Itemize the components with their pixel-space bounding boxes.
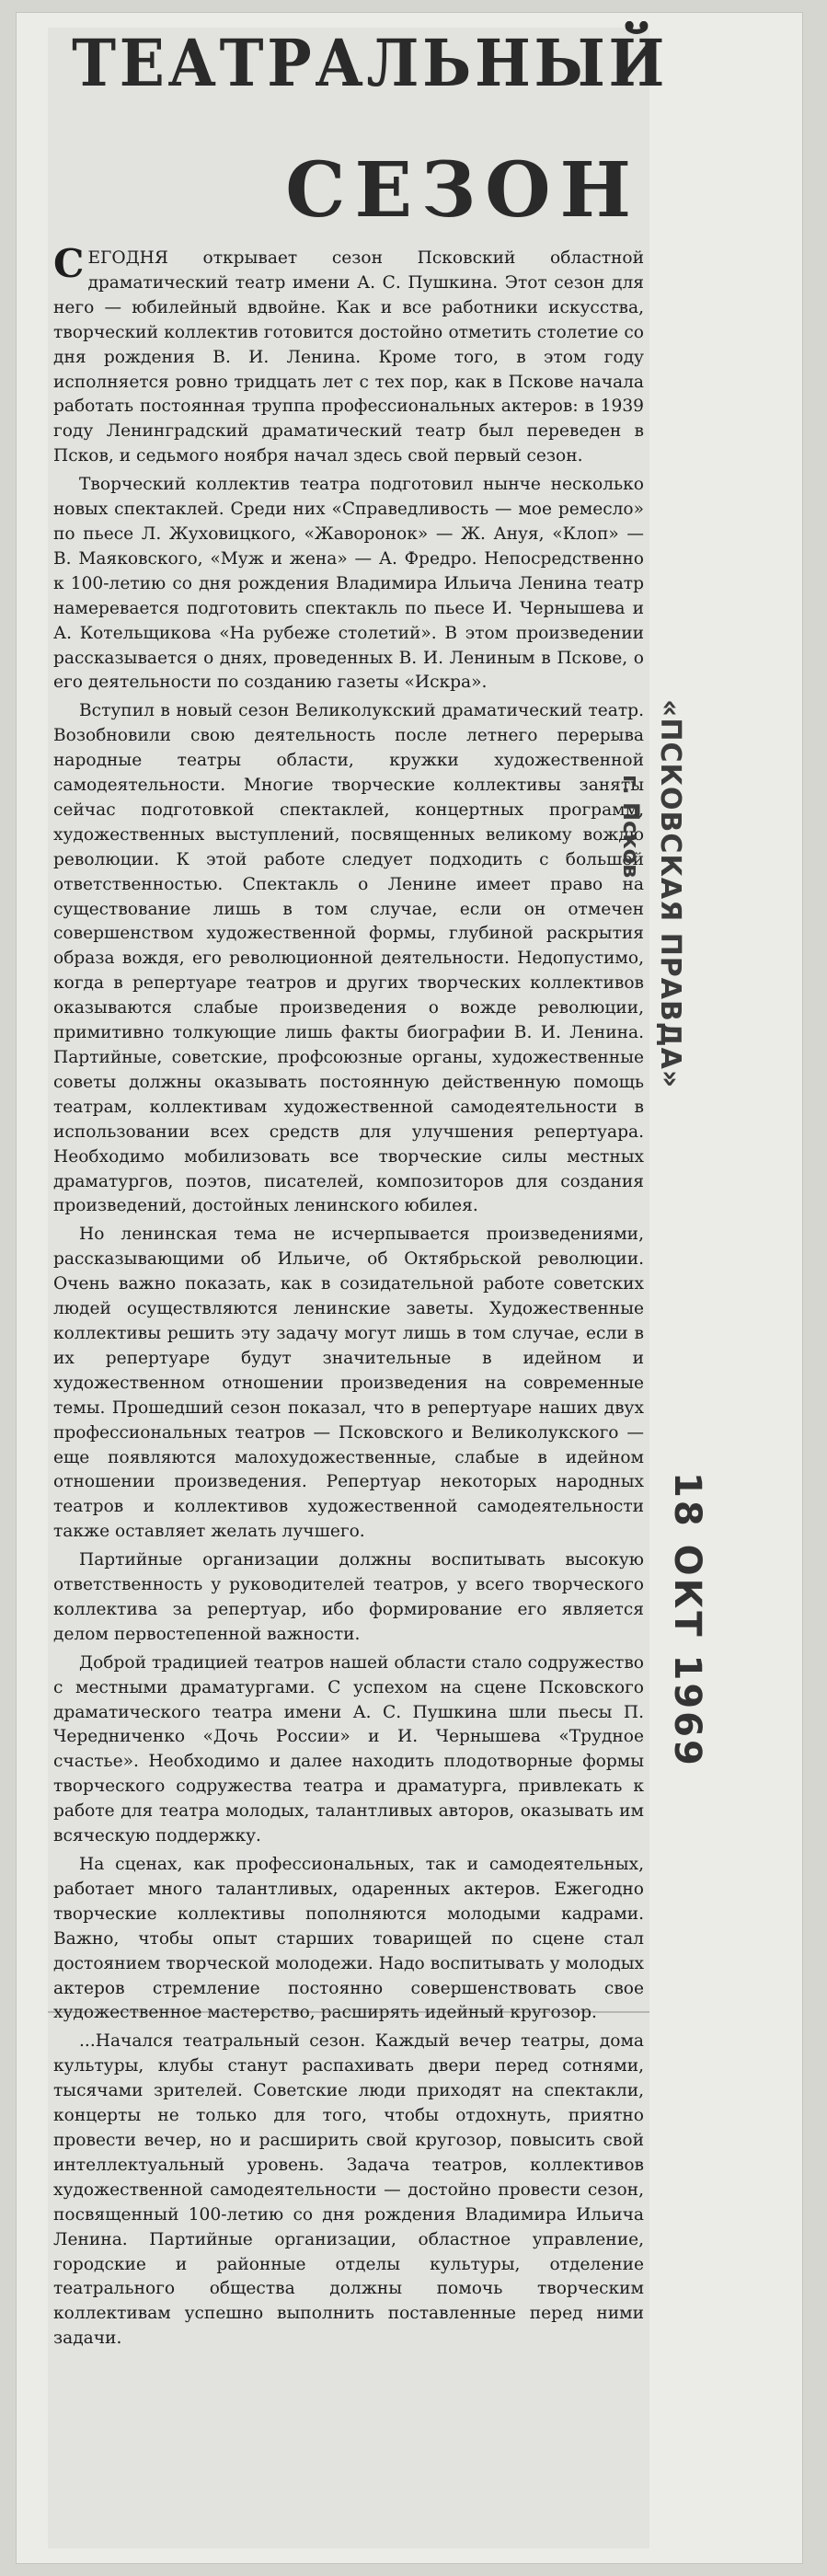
article-paragraph: СЕГОДНЯ открывает сезон Псковский областной драматический театр имени А. С. Пушкина. Этот сезон для него — юбилейный вдвойне. Как и все работники искусства, творческий коллектив готовится достойно отметить столетие со дня рождения В. И. Ленина. Кроме того, в этом году исполняется ровно тридцать лет с тех пор, как в Пскове начала работать постоянная труппа профессиональных актеров: в 1939 году Ленинградский драматический театр был переведен в Псков, и седьмого ноября начал здесь свой первый сезон.	[53, 241, 644, 466]
headline-line-2: СЕЗОН	[285, 146, 640, 235]
article-paragraph: Но ленинская тема не исчерпывается произведениями, рассказывающими об Ильиче, об Октябрьской революции. Очень важно показать, как в созидательной работе советских людей осуществляются ленинские заветы. Художественные коллективы решить эту задачу могут лишь в том случае, если в их репертуаре будут значительные в идейном и художественном отношении произведения на современные темы. Прошедший сезон показал, что в репертуаре наших двух профессиональных театров — Псковского и Великолукского — еще появляются малохудожественные, слабые в идейном отношении произведения. Репертуар некоторых народных театров и коллективов художественной самодеятельности также оставляет желать лучшего.	[53, 1225, 644, 1542]
article-body	[53, 241, 644, 2355]
date-stamp: 18 ОКТ 1969	[666, 1472, 708, 1768]
drop-cap: С	[53, 241, 85, 286]
article-paragraph: На сценах, как профессиональных, так и самодеятельных, работает много талантливых, одаренных актеров. Ежегодно творческие коллективы пополняются молодыми кадрами. Важно, чтобы опыт старших товарищей по сцене стал достоянием творческой молодежи. Надо воспитывать у молодых актеров стремление постоянно совершенствовать свое художественное мастерство, расширять идейный кругозор.	[53, 1855, 644, 2023]
article-paragraph: ...Начался театральный сезон. Каждый вечер театры, дома культуры, клубы станут распахивать двери перед сотнями, тысячами зрителей. Советские люди приходят на спектакли, концерты не только для того, чтобы отдохнуть, приятно провести вечер, но и расширить свой кругозор, повысить свой интеллектуальный уровень. Задача театров, коллективов художественной самодеятельности — достойно провести сезон, посвященный 100-летию со дня рождения Владимира Ильича Ленина. Партийные организации, областное управление, городские и районные отделы культуры, отделение театрального общества должны помочь творческим коллективам успешно выполнить поставленные перед ними задачи.	[53, 2031, 644, 2349]
article-paragraph: Доброй традицией театров нашей области стало содружество с местными драматургами. С успехом на сцене Псковского драматического театра имени А. С. Пушкина шли пьесы П. Чередниченко «Дочь России» и И. Чернышева «Трудное счастье». Необходимо и далее находить плодотворные формы творческого содружества театра и драматурга, привлекать к работе для театра молодых, талантливых авторов, оказывать им всяческую поддержку.	[53, 1652, 644, 1846]
article-paragraph: Творческий коллектив театра подготовил нынче несколько новых спектаклей. Среди них «Справедливость — мое ремесло» по пьесе Л. Жуховицкого, «Жаворонок» — Ж. Ануя, «Клоп» — В. Маяковского, «Муж и жена» — А. Фредро. Непосредственно к 100-летию со дня рождения Владимира Ильича Ленина театр намеревается подготовить спектакль по пьесе И. Чернышева и А. Котельщикова «На рубеже столетий». В этом произведении рассказывается о днях, проведенных В. И. Лениным в Пскове, о его деятельности по созданию газеты «Искра».	[53, 475, 644, 693]
city-stamp: г. Псков	[618, 775, 644, 879]
newspaper-name-stamp: «ПСКОВСКАЯ ПРАВДА»	[654, 699, 686, 1089]
article-paragraph: Вступил в новый сезон Великолукский драматический театр. Возобновили свою деятельность после летнего перерыва народные театры области, кружки художественной самодеятельности. Многие творческие коллективы заняты сейчас подготовкой спектаклей, концертных программ, художественных выступлений, посвященных великому вождю революции. К этой работе следует подходить с большой ответственностью. Спектакль о Ленине имеет право на существование лишь в том случае, если он отмечен совершенством художественной формы, глубиной раскрытия образа вождя, его революционной деятельности. Недопустимо, когда в репертуаре театров и других творческих коллективов оказываются слабые произведения о вожде революции, примитивно толкующие лишь факты биографии В. И. Ленина. Партийные, советские, профсоюзные органы, художественные советы должны оказывать постоянную действенную помощь театрам, коллективам художественной самодеятельности в использовании всех средств для улучшения репертуара. Необходимо мобилизовать все творческие силы местных драматургов, поэтов, писателей, композиторов для создания произведений, достойных ленинского юбилея.	[53, 701, 644, 1216]
article-paragraph: Партийные организации должны воспитывать высокую ответственность у руководителей театров, у всего творческого коллектива за репертуар, ибо формирование его является делом первостепенной важности.	[53, 1550, 644, 1644]
headline-line-1: ТЕАТРАЛЬНЫЙ	[72, 25, 669, 101]
